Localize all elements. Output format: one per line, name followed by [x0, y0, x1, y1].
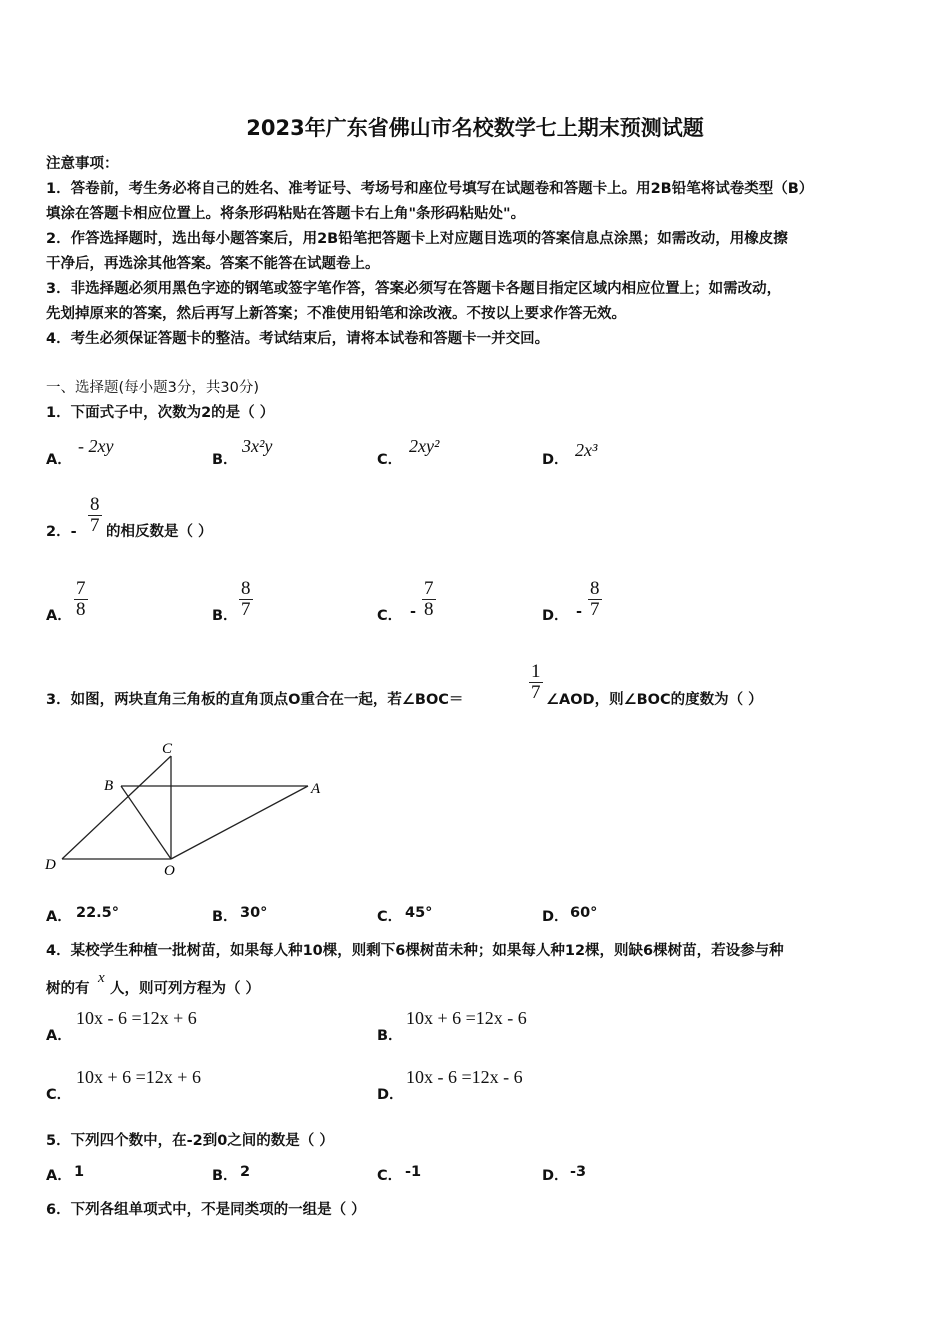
q3-option-c: 45° [405, 905, 433, 921]
q2-option-b [239, 579, 253, 620]
q5-option-d: -3 [570, 1164, 587, 1180]
q5-option-c: -1 [405, 1164, 422, 1180]
q2-option-c [422, 579, 436, 620]
section-heading: 一、选择题(每小题3分，共30分) [46, 380, 259, 396]
q1-option-a: - 2xy [78, 436, 114, 456]
q4-option-a: 10x - 6 =12x + 6 [76, 1008, 197, 1028]
question-2-prefix: 2．- [46, 524, 77, 540]
q5-label-a: A． [46, 1168, 72, 1184]
q2-b-den: 7 [241, 599, 251, 620]
q1-label-c: C． [377, 452, 403, 468]
question-4-var: x [98, 970, 105, 986]
q2-label-c: C． [377, 608, 403, 624]
notice-line: 4．考生必须保证答题卡的整洁。考试结束后，请将本试卷和答题卡一并交回。 [46, 331, 550, 347]
q2-a-den: 8 [76, 599, 86, 620]
point-d-label: D [45, 857, 56, 873]
point-b-label: B [104, 778, 114, 794]
q2-label-b: B． [212, 608, 238, 624]
q1-option-b: 3x²y [242, 436, 273, 456]
q2-label-a: A． [46, 608, 72, 624]
question-4-stem-line2a: 树的有 [46, 981, 90, 997]
point-o-label: O [164, 863, 175, 879]
q3-frac-num: 1 [531, 661, 541, 682]
q2-d-sign: - [576, 604, 583, 620]
q2-label-d: D． [542, 608, 569, 624]
notice-line: 先划掉原来的答案，然后再写上新答案；不准使用铅笔和涂改液。不按以上要求作答无效。 [46, 306, 626, 322]
q5-option-b: 2 [240, 1164, 251, 1180]
question-6-stem: 6．下列各组单项式中，不是同类项的一组是（ ） [46, 1202, 366, 1218]
q1-option-c: 2xy² [409, 436, 440, 456]
notice-heading: 注意事项： [46, 156, 119, 172]
q2-b-num: 8 [241, 578, 251, 599]
q2-option-a [74, 579, 88, 620]
q1-label-d: D． [542, 452, 569, 468]
notice-line: 1．答卷前，考生务必将自己的姓名、准考证号、考场号和座位号填写在试题卷和答题卡上。用2B铅笔将试卷类型（B） [46, 181, 814, 197]
q2-frac-den: 7 [90, 515, 100, 536]
notice-line: 3．非选择题必须用黑色字迹的钢笔或签字笔作答，答案必须写在答题卡各题目指定区域内相应位置上；如需改动， [46, 281, 782, 297]
q1-option-d: 2x³ [575, 440, 598, 460]
q3-option-d: 60° [570, 905, 598, 921]
q3-label-b: B． [212, 909, 238, 925]
q2-a-num: 7 [76, 578, 86, 599]
page-title: 2023年广东省佛山市名校数学七上期末预测试题 [246, 116, 704, 140]
q4-label-d: D． [377, 1087, 404, 1103]
q4-label-b: B． [377, 1028, 403, 1044]
question-3-stem-b: ∠AOD，则∠BOC的度数为（ ） [546, 692, 763, 708]
q5-label-c: C． [377, 1168, 403, 1184]
q3-option-b: 30° [240, 905, 268, 921]
q3-label-d: D． [542, 909, 569, 925]
q3-label-c: C． [377, 909, 403, 925]
q4-option-c: 10x + 6 =12x + 6 [76, 1067, 201, 1087]
q5-label-d: D． [542, 1168, 569, 1184]
question-4-stem-line2b: 人，则可列方程为（ ） [110, 981, 261, 997]
q5-label-b: B． [212, 1168, 238, 1184]
notice-line: 2．作答选择题时，选出每小题答案后，用2B铅笔把答题卡上对应题目选项的答案信息点涂黑；如需改动，用橡皮擦 [46, 231, 788, 247]
point-a-label: A [311, 781, 321, 797]
q4-label-c: C． [46, 1087, 72, 1103]
q2-c-den: 8 [424, 599, 434, 620]
question-5-stem: 5．下列四个数中，在-2到0之间的数是（ ） [46, 1133, 334, 1149]
q1-label-a: A． [46, 452, 72, 468]
q4-option-d: 10x - 6 =12x - 6 [406, 1067, 523, 1087]
q2-d-den: 7 [590, 599, 600, 620]
q2-c-sign: - [410, 604, 417, 620]
q4-label-a: A． [46, 1028, 72, 1044]
q3-label-a: A． [46, 909, 72, 925]
q2-option-d [588, 579, 602, 620]
question-4-stem-line1: 4．某校学生种植一批树苗，如果每人种10棵，则剩下6棵树苗未种；如果每人种12棵，则缺6棵树苗，若设参与种 [46, 943, 784, 959]
q3-figure [40, 735, 340, 885]
question-1-stem: 1．下面式子中，次数为2的是（ ） [46, 405, 275, 421]
q2-frac-num: 8 [90, 494, 100, 515]
q2-d-num: 8 [590, 578, 600, 599]
q3-fraction [529, 662, 543, 703]
q4-option-b: 10x + 6 =12x - 6 [406, 1008, 527, 1028]
q5-option-a: 1 [74, 1164, 85, 1180]
question-2-suffix: 的相反数是（ ） [106, 524, 213, 540]
q1-label-b: B． [212, 452, 238, 468]
point-c-label: C [162, 741, 173, 757]
q3-option-a: 22.5° [76, 905, 120, 921]
notice-line: 干净后，再选涂其他答案。答案不能答在试题卷上。 [46, 256, 380, 272]
notice-line: 填涂在答题卡相应位置上。将条形码粘贴在答题卡右上角"条形码粘贴处"。 [46, 206, 526, 222]
q2-c-num: 7 [424, 578, 434, 599]
question-3-stem-a: 3．如图，两块直角三角板的直角顶点O重合在一起，若∠BOC＝ [46, 692, 464, 708]
q3-frac-den: 7 [531, 682, 541, 703]
q2-fraction [88, 495, 102, 536]
